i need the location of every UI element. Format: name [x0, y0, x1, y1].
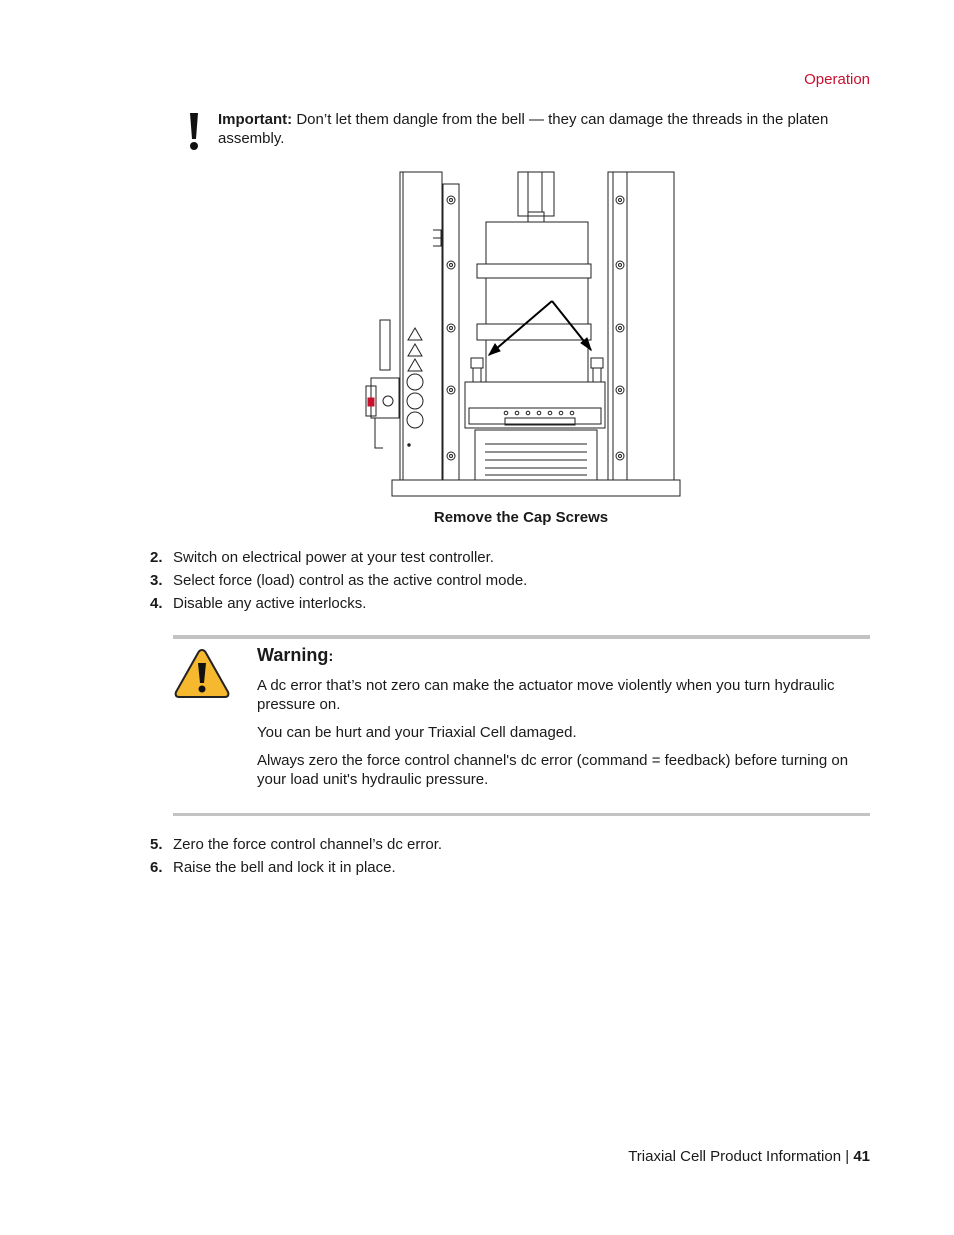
warning-paragraph: A dc error that’s not zero can make the actuator move violently when you turn hydraulic pressure on. — [257, 677, 835, 713]
warning-paragraph: Always zero the force control channel's dc error (command = feedback) before turning on your load unit's hydraulic pressure. — [257, 752, 849, 788]
step-text: Raise the bell and lock it in place. — [173, 859, 396, 876]
exclamation-icon — [186, 112, 202, 152]
warning-title-text: Warning — [257, 645, 329, 665]
step-number: 2. — [150, 549, 163, 566]
important-note — [218, 110, 868, 148]
important-text: Don’t let them dangle from the bell — they can damage the threads in the platen assembly. — [218, 111, 829, 147]
warning-triangle-icon — [173, 647, 231, 699]
list-item — [150, 835, 870, 858]
warning-bottom-rule — [173, 813, 870, 816]
warning-top-rule — [173, 635, 870, 639]
footer-doc-title: Triaxial Cell Product Information — [628, 1148, 842, 1165]
list-item — [150, 548, 870, 571]
step-text: Select force (load) control as the active control mode. — [173, 572, 528, 589]
page-number: 41 — [853, 1148, 870, 1165]
steps-list-a — [150, 548, 870, 617]
warning-body — [257, 676, 871, 798]
step-number: 5. — [150, 836, 163, 853]
page-footer — [520, 1148, 870, 1165]
footer-separator: | — [845, 1148, 850, 1165]
cap-screws-figure — [355, 168, 685, 500]
steps-list-b — [150, 835, 870, 881]
step-text: Zero the force control channel’s dc error. — [173, 836, 443, 853]
list-item — [150, 571, 870, 594]
warning-title-colon: : — [328, 648, 334, 665]
list-item — [150, 594, 870, 617]
step-text: Switch on electrical power at your test controller. — [173, 549, 494, 566]
step-number: 3. — [150, 572, 163, 589]
figure-caption: Remove the Cap Screws — [433, 509, 609, 526]
warning-title — [257, 645, 333, 666]
running-header-section: Operation — [804, 71, 870, 88]
step-number: 4. — [150, 595, 163, 612]
step-text: Disable any active interlocks. — [173, 595, 367, 612]
list-item — [150, 858, 870, 881]
warning-paragraph: You can be hurt and your Triaxial Cell damaged. — [257, 724, 577, 741]
step-number: 6. — [150, 859, 163, 876]
important-label: Important: — [218, 111, 293, 128]
